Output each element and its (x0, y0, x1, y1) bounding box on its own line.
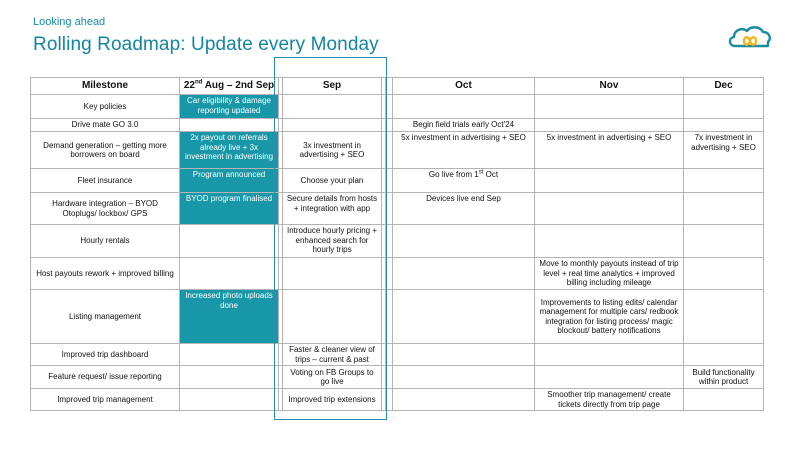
table-row (31, 258, 764, 290)
oct-cell: Go live from 1st Oct (393, 169, 535, 193)
sep-cell (283, 258, 382, 290)
oct-cell (393, 389, 535, 411)
sep-cell: 3x investment in advertising + SEO (283, 132, 382, 169)
oct-cell (393, 290, 535, 344)
table-row (31, 132, 764, 169)
aug-cell (180, 389, 279, 411)
table-row (31, 290, 764, 344)
roadmap-table (30, 77, 764, 411)
dec-cell (684, 344, 764, 366)
header-nov: Nov (535, 78, 684, 95)
nov-cell: Improvements to listing edits/ calendar management for multiple cars/ redbook integration for listing process/ magic blockout/ battery notifications (535, 290, 684, 344)
cloud-infinity-icon (727, 24, 773, 52)
dec-cell (684, 169, 764, 193)
dec-cell (684, 119, 764, 132)
table-row (31, 389, 764, 411)
table-row (31, 344, 764, 366)
sep-cell: Faster & cleaner view of trips – current & past (283, 344, 382, 366)
table-row (31, 193, 764, 225)
nov-cell (535, 119, 684, 132)
sep-cell: Voting on FB Groups to go live (283, 366, 382, 389)
milestone-cell: Demand generation – getting more borrowers on board (31, 132, 180, 169)
table-header-row (31, 78, 764, 95)
header-oct: Oct (393, 78, 535, 95)
aug-cell: Car eligibility & damage reporting updated (180, 95, 279, 119)
oct-cell: Devices live end Sep (393, 193, 535, 225)
dec-cell: Build functionality within product (684, 366, 764, 389)
milestone-cell: Drive mate GO 3.0 (31, 119, 180, 132)
nov-cell (535, 225, 684, 258)
dec-cell (684, 95, 764, 119)
nov-cell: 5x investment in advertising + SEO (535, 132, 684, 169)
aug-cell (180, 366, 279, 389)
oct-cell (393, 95, 535, 119)
milestone-cell: Improved trip dashboard (31, 344, 180, 366)
milestone-cell: Feature request/ issue reporting (31, 366, 180, 389)
header-dec: Dec (684, 78, 764, 95)
aug-cell: Program announced (180, 169, 279, 193)
table-row (31, 95, 764, 119)
nov-cell (535, 193, 684, 225)
oct-cell (393, 258, 535, 290)
aug-cell (180, 119, 279, 132)
page-title: Rolling Roadmap: Update every Monday (33, 34, 379, 55)
milestone-cell: Host payouts rework + improved billing (31, 258, 180, 290)
sep-cell: Introduce hourly pricing + enhanced search for hourly trips (283, 225, 382, 258)
nov-cell (535, 366, 684, 389)
nov-cell: Move to monthly payouts instead of trip level + real time analytics + improved billing including mileage (535, 258, 684, 290)
dec-cell (684, 193, 764, 225)
milestone-cell: Improved trip management (31, 389, 180, 411)
oct-cell (393, 366, 535, 389)
dec-cell: 7x investment in advertising + SEO (684, 132, 764, 169)
milestone-cell: Key policies (31, 95, 180, 119)
dec-cell (684, 290, 764, 344)
header-aug-sep: 22nd Aug – 2nd Sep (180, 78, 279, 95)
aug-cell (180, 258, 279, 290)
aug-cell: 2x payout on referrals already live + 3x investment in advertising (180, 132, 279, 169)
milestone-cell: Hardware integration – BYOD Otoplugs/ lockbox/ GPS (31, 193, 180, 225)
table-row (31, 366, 764, 389)
aug-cell (180, 344, 279, 366)
nov-cell (535, 169, 684, 193)
eyebrow-label: Looking ahead (33, 16, 106, 28)
sep-cell (283, 95, 382, 119)
dec-cell (684, 258, 764, 290)
header-sep: Sep (283, 78, 382, 95)
table-row (31, 225, 764, 258)
milestone-cell: Listing management (31, 290, 180, 344)
aug-cell: BYOD program finalised (180, 193, 279, 225)
oct-cell: Begin field trials early Oct'24 (393, 119, 535, 132)
header-milestone: Milestone (31, 78, 180, 95)
nov-cell: Smoother trip management/ create tickets directly from trip page (535, 389, 684, 411)
table-row (31, 119, 764, 132)
sep-cell (283, 119, 382, 132)
sep-cell (283, 290, 382, 344)
sep-cell: Secure details from hosts + integration with app (283, 193, 382, 225)
oct-cell (393, 225, 535, 258)
sep-cell: Choose your plan (283, 169, 382, 193)
oct-cell (393, 344, 535, 366)
table-row (31, 169, 764, 193)
milestone-cell: Hourly rentals (31, 225, 180, 258)
nov-cell (535, 95, 684, 119)
aug-cell: Increased photo uploads done (180, 290, 279, 344)
dec-cell (684, 225, 764, 258)
sep-cell: Improved trip extensions (283, 389, 382, 411)
oct-cell: 5x investment in advertising + SEO (393, 132, 535, 169)
nov-cell (535, 344, 684, 366)
milestone-cell: Fleet insurance (31, 169, 180, 193)
aug-cell (180, 225, 279, 258)
dec-cell (684, 389, 764, 411)
